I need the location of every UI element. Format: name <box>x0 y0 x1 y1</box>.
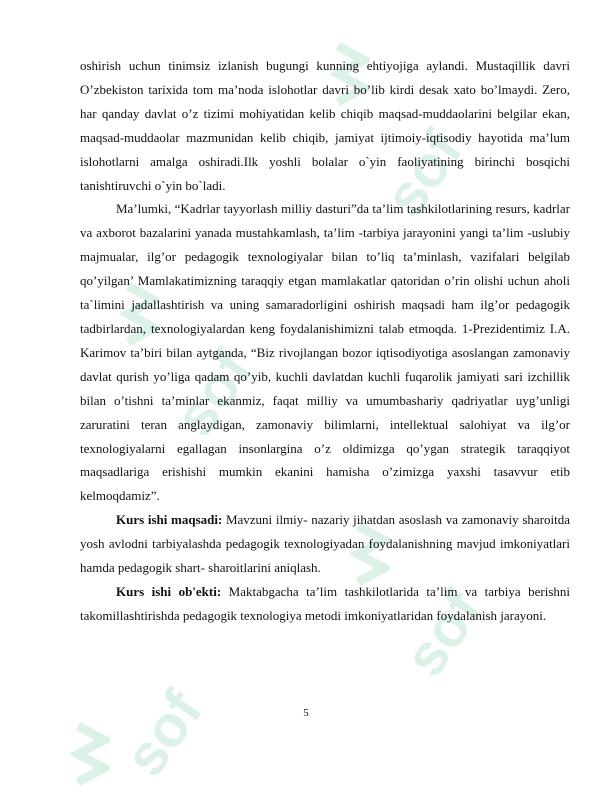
paragraph-2: Ma’lumki, “Kadrlar tayyorlash milliy dasturi”da ta’lim tashkilotlarining resurs, kadrlar va axborot bazalarini yanada mustahkamlash, ta’lim -tarbiya jarayonini yangi ta’lim -uslubiy majmualar, ilg’or pedagogik texnologiyalar bilan to’liq ta’minlash, vazifalari belgilab qo’yilgan’ Mamlakatimizning taraqqiy etgan mamlakatlar qatoridan o’rin olishi uchun aholi ta`limini jadallashtirish va uning samaradorligini oshirish maqsadi ham ilg’or pedagogik tadbirlardan, texnologiyalardan keng foydalanishimizni talab etmoqda. 1-Prezidentimiz I.A. Karimov ta’biri bilan aytganda, “Biz rivojlangan bozor iqtisodiyotiga asoslangan zamonaviy davlat qurish yo’liga qadam qo’yib, kuchli davlatdan kuchli fuqarolik jamiyati sari izchillik bilan o’tishni ta’minlar ekanmiz, faqat milliy va umumbashariy qadriyatlar uyg’unligi zaruratini teran anglaydigan, zamonaviy bilimlarni, intellektual salohiyat va ilg’or texnologiyalarni egallagan insonlargina o’z oldimizga qo’ygan strategik taraqqiyot maqsadlariga erishishi mumkin ekanini hamisha o’zimizga yaxshi tasavvur etib kelmoqdamiz”. <box>80 201 570 504</box>
object-text: Maktabgacha ta’lim tashkilotlarida ta’lim va tarbiya berishni takomillashtirishda pedagogik texnologiya metodi imkoniyatlaridan foydalanish jarayoni. <box>80 583 571 623</box>
watermark-text: sof <box>371 119 476 228</box>
purpose-text: Mavzuni ilmiy- nazariy jihatdan asoslash va zamonaviy sharoitda yosh avlodni tarbiyalashda pedagogik texnologiyadan foydalanishning mavjud imkoniyatlari hamda pedagogik shart- sharoitlarini aniqlash. <box>80 512 570 576</box>
purpose-label: Kurs ishi maqsadi: <box>116 512 223 528</box>
page-number: 5 <box>303 707 309 719</box>
paragraph-1: oshirish uchun tinimsiz izlanish bugungi kunning ehtiyojiga aylandi. Mustaqillik davri O’zbekiston tarixida tom ma’noda islohotlar davri bo’lib kirdi desak xato bo’lmaydi. Zero, har qanday davlat o’z tizimi mohiyatidan kelib chiqib maqsad-muddaolarini belgilar ekan, maqsad-muddaolar mazmunidan kelib chiqib, jamiyat ijtimoiy-iqtisodiy hayotida ma’lum islohotlarni amalga oshiradi.Ilk yoshli bolalar o`yin faoliyatining birinchi bosqichi tanishtiruvchi o`yin bo`ladi. <box>80 58 570 193</box>
watermark-logo-icon <box>70 720 110 786</box>
watermark-text: sof <box>111 679 216 788</box>
paragraph-4 <box>80 580 570 628</box>
watermark-text: sof <box>161 339 266 448</box>
document-body <box>80 54 570 628</box>
watermark-text: sof <box>391 579 496 688</box>
paragraph-3 <box>80 508 570 580</box>
object-label: Kurs ishi ob'ekti: <box>116 583 222 599</box>
